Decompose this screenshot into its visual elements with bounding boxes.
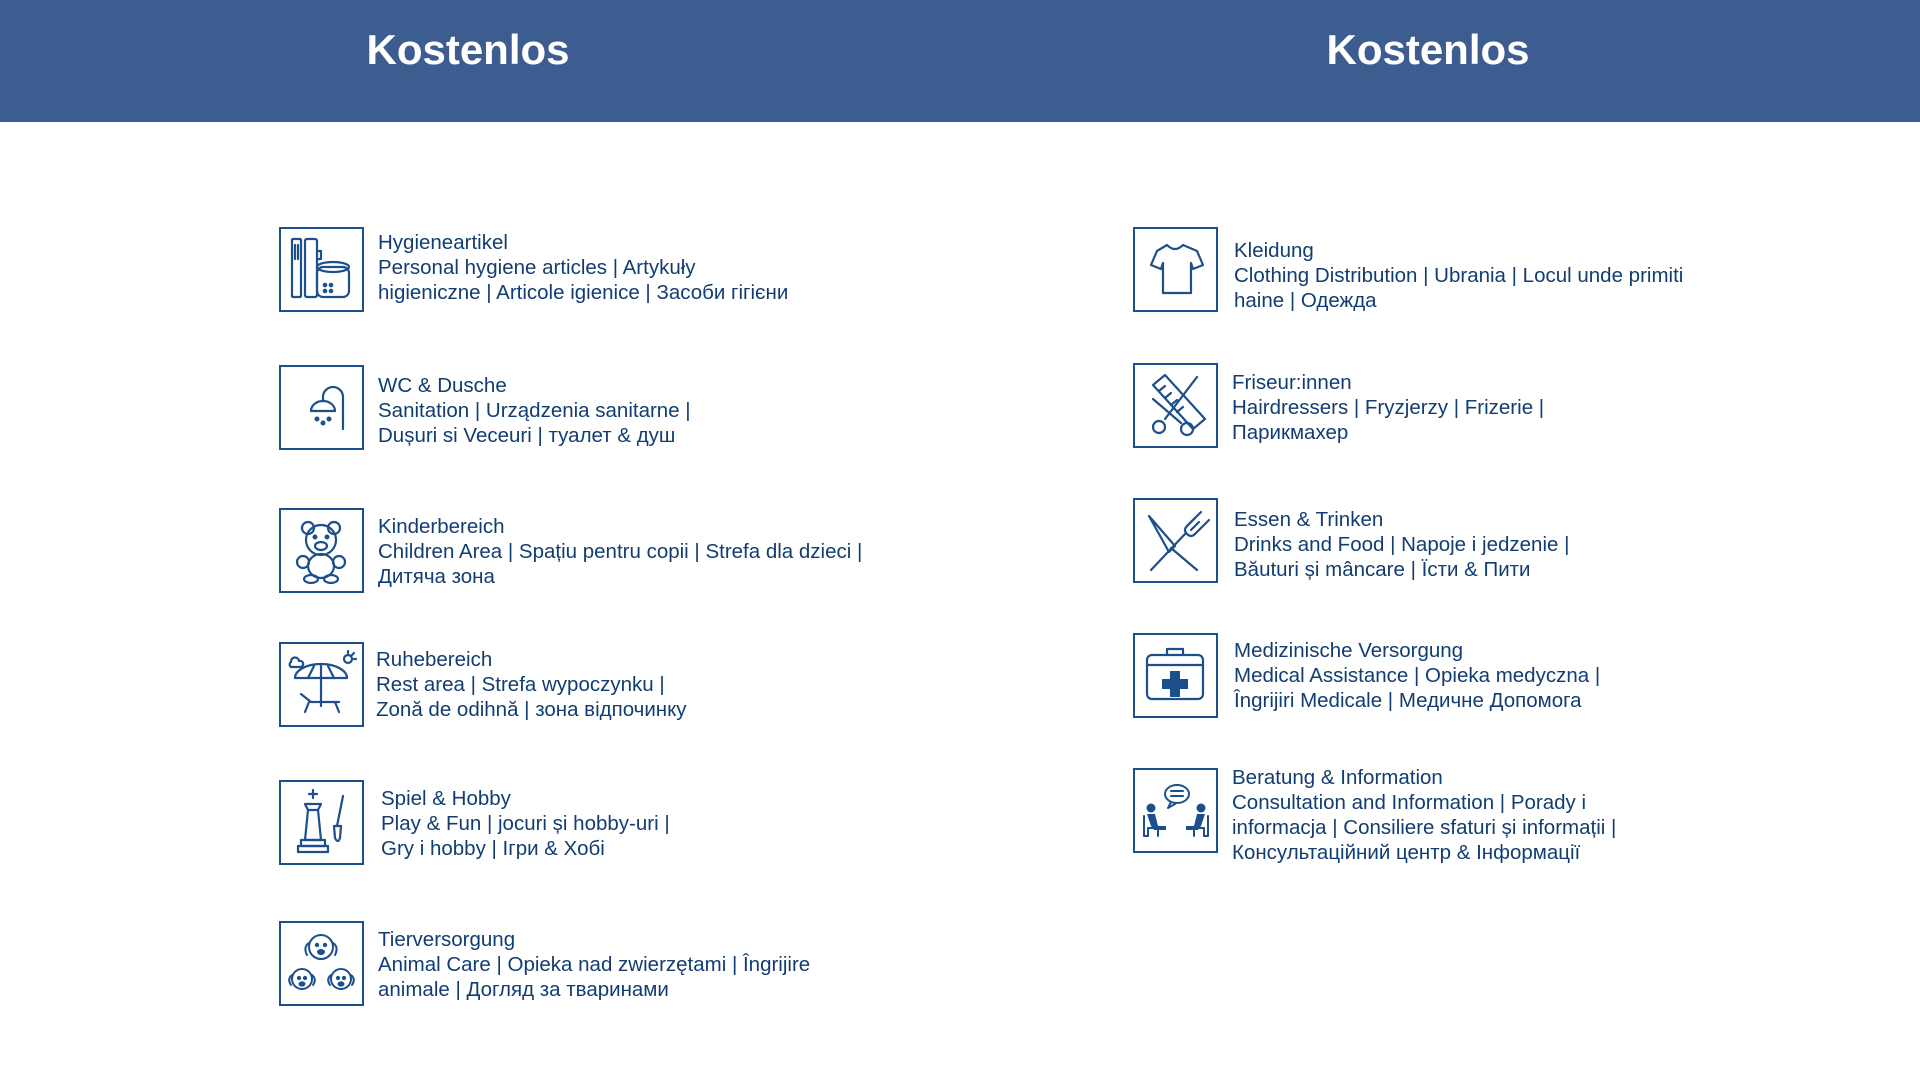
service-title: Ruhebereich bbox=[376, 648, 493, 671]
service-line: Rest area | Strefa wypoczynku | bbox=[376, 673, 665, 696]
shower-icon bbox=[279, 365, 364, 450]
hygiene-products-icon bbox=[279, 227, 364, 312]
first-aid-kit-icon bbox=[1133, 633, 1218, 718]
tshirt-icon bbox=[1133, 227, 1218, 312]
service-line: Hairdressers | Fryzjerzy | Frizerie | bbox=[1232, 396, 1545, 419]
service-line: Парикмахер bbox=[1232, 421, 1349, 444]
service-line: Children Area | Spațiu pentru copii | Strefa dla dzieci | bbox=[378, 540, 863, 563]
service-line: Animal Care | Opieka nad zwierzętami | Îngrijire bbox=[378, 953, 811, 976]
service-line: Medical Assistance | Opieka medyczna | bbox=[1234, 664, 1601, 687]
service-line: haine | Одежда bbox=[1234, 289, 1377, 312]
service-line: Консультаційний центр & Інформації bbox=[1232, 841, 1581, 864]
service-title: Medizinische Versorgung bbox=[1234, 639, 1464, 662]
header-banner bbox=[0, 0, 1920, 122]
consultation-icon bbox=[1133, 768, 1218, 853]
service-title: Essen & Trinken bbox=[1234, 508, 1384, 531]
service-title: Kleidung bbox=[1234, 239, 1314, 262]
service-line: Play & Fun | jocuri și hobby-uri | bbox=[381, 812, 670, 835]
service-hygiene-text bbox=[378, 230, 788, 305]
service-title: Tierversorgung bbox=[378, 928, 516, 951]
service-line: Drinks and Food | Napoje i jedzenie | bbox=[1234, 533, 1570, 556]
chess-paintbrush-icon bbox=[279, 780, 364, 865]
service-medical-text bbox=[1234, 638, 1600, 713]
service-title: Friseur:innen bbox=[1232, 371, 1352, 394]
service-title: WC & Dusche bbox=[378, 374, 507, 397]
service-hairdressers-text bbox=[1232, 370, 1544, 445]
service-line: Дитяча зона bbox=[378, 565, 495, 588]
service-line: Gry i hobby | Ігри & Хобі bbox=[381, 837, 605, 860]
service-line: Băuturi și mâncare | Їсти & Пити bbox=[1234, 558, 1531, 581]
service-line: Clothing Distribution | Ubrania | Locul unde primiti bbox=[1234, 264, 1684, 287]
service-line: higieniczne | Articole igienice | Засоби гігієни bbox=[378, 281, 789, 304]
header-title-left: Kostenlos bbox=[366, 26, 570, 73]
teddy-bear-icon bbox=[279, 508, 364, 593]
service-consultation-text bbox=[1232, 765, 1616, 865]
service-title: Kinderbereich bbox=[378, 515, 505, 538]
service-line: animale | Догляд за тваринами bbox=[378, 978, 669, 1001]
service-rest-area-text bbox=[376, 647, 687, 722]
service-animal-care-text bbox=[378, 927, 810, 1002]
beach-lounger-icon bbox=[279, 642, 364, 727]
service-title: Hygieneartikel bbox=[378, 231, 508, 254]
service-line: Dușuri si Veceuri | туалет & душ bbox=[378, 424, 676, 447]
service-wc-shower-text bbox=[378, 373, 691, 448]
service-title: Spiel & Hobby bbox=[381, 787, 511, 810]
header-title-right: Kostenlos bbox=[1326, 26, 1530, 73]
dogs-icon bbox=[279, 921, 364, 1006]
service-line: Zonă de odihnă | зона відпочинку bbox=[376, 698, 687, 721]
service-line: Consultation and Information | Porady i bbox=[1232, 791, 1587, 814]
service-clothing-text bbox=[1234, 238, 1683, 313]
service-food-drinks-text bbox=[1234, 507, 1569, 582]
fork-knife-icon bbox=[1133, 498, 1218, 583]
service-line: Îngrijiri Medicale | Медичне Допомога bbox=[1234, 689, 1582, 712]
service-play-hobby-text bbox=[381, 786, 670, 861]
scissors-comb-icon bbox=[1133, 363, 1218, 448]
service-line: Personal hygiene articles | Artykuły bbox=[378, 256, 696, 279]
service-title: Beratung & Information bbox=[1232, 766, 1443, 789]
service-children-area-text bbox=[378, 514, 862, 589]
service-line: informacja | Consiliere sfaturi și informații | bbox=[1232, 816, 1617, 839]
service-line: Sanitation | Urządzenia sanitarne | bbox=[378, 399, 691, 422]
